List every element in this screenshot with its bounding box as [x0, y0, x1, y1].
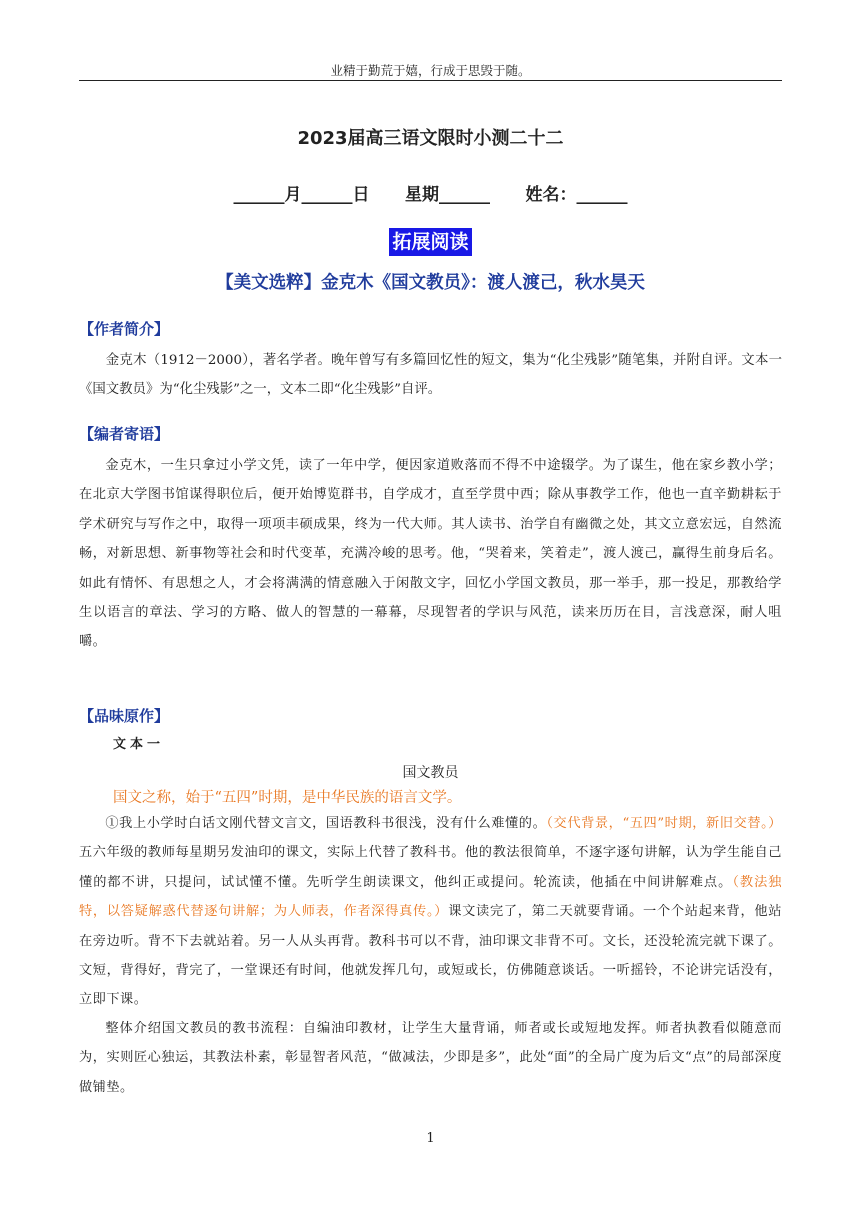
- editor-heading: 【编者寄语】: [79, 425, 170, 443]
- badge-container: [79, 228, 782, 256]
- paragraph-one: [79, 809, 782, 1015]
- piece-title: 国文教员: [402, 765, 459, 781]
- paragraph-one-text-a: ①我上小学时白话文刚代替文言文，国语教科书很浅，没有什么难懂的。: [105, 816, 547, 831]
- header-divider: [79, 80, 782, 81]
- editor-paragraph: 金克木，一生只拿过小学文凭，读了一年中学，便因家道败落而不得不中途辍学。为了谋生，他在家乡教小学；在北京大学图书馆谋得职位后，便开始博览群书，自学成才，直至学贯中西；除从事教学工作，他也一直辛勤耕耘于学术研究与写作之中，取得一项项丰硕成果，终为一代大师。其人读书、治学自有幽微之处，其文立意宏远，自然流畅，对新思想、新事物等社会和时代变革，充满冷峻的思考。他，“哭着来，笑着走”，渡人渡己，赢得生前身后名。如此有情怀、有思想之人，才会将满满的情意融入于闲散文字，回忆小学国文教员，那一举手，那一投足，那教给学生以语言的章法、学习的方略、做人的智慧的一幕幕，尽现智者的学识与风范，读来历历在目，言浅意深，耐人咀嚼。: [79, 458, 782, 650]
- annotation-method: （教法独特，以答疑解惑代替逐句讲解；为人师表，作者深得真传。）: [79, 874, 782, 920]
- annotation-background: （交代背景，“五四”时期，新旧交替。）: [546, 816, 782, 831]
- intro-note: 国文之称，始于“五四”时期，是中华民族的语言文学。: [113, 790, 462, 806]
- paragraph-one-text-b: 五六年级的教师每星期另发油印的课文，实际上代替了教科书。他的教法很简单，不逐字逐句讲解，认为学生能自己懂的都不讲，只提问，试试懂不懂。先听学生朗读课文，他纠正或提问。轮流读，他插在中间讲解难点。: [79, 845, 782, 890]
- author-paragraph: 金克木（1912－2000），著名学者。晚年曾写有多篇回忆性的短文，集为“化尘残影”随笔集，并附自评。文本一《国文教员》为“化尘残影”之一，文本二即“化尘残影”自评。: [79, 353, 782, 398]
- paragraph-two: 整体介绍国文教员的教书流程：自编油印教材，让学生大量背诵，师者或长或短地发挥。师者执教看似随意而为，实则匠心独运，其教法朴素，彰显智者风范，“做减法，少即是多”，此处“面”的全局广度为后文“点”的局部深度做铺垫。: [79, 1021, 782, 1095]
- section-badge: 拓展阅读: [389, 228, 471, 256]
- page-title: 2023届高三语文限时小测二十二: [297, 128, 564, 149]
- original-heading: 【品味原作】: [79, 707, 170, 725]
- text-one-label: 文本一: [113, 737, 165, 752]
- page-header-motto: 业精于勤荒于嬉，行成于思毁于随。: [330, 63, 531, 78]
- article-subtitle: 【美文选粹】金克木《国文教员》：渡人渡己，秋水昊天: [216, 273, 645, 293]
- page-number: 1: [426, 1131, 435, 1146]
- date-name-line: ______月______日 星期______ 姓名：______: [233, 185, 628, 205]
- author-heading: 【作者简介】: [79, 320, 170, 338]
- paragraph-one-text-c: 课文读完了，第二天就要背诵。一个个站起来背，他站在旁边听。背不下去就站着。另一人从头再背。教科书可以不背，油印课文非背不可。文长，还没轮流完就下课了。文短，背得好，背完了，一堂课还有时间，他就发挥几句，或短或长，仿佛随意谈话。一听摇铃，不论讲完话没有，立即下课。: [79, 904, 782, 1008]
